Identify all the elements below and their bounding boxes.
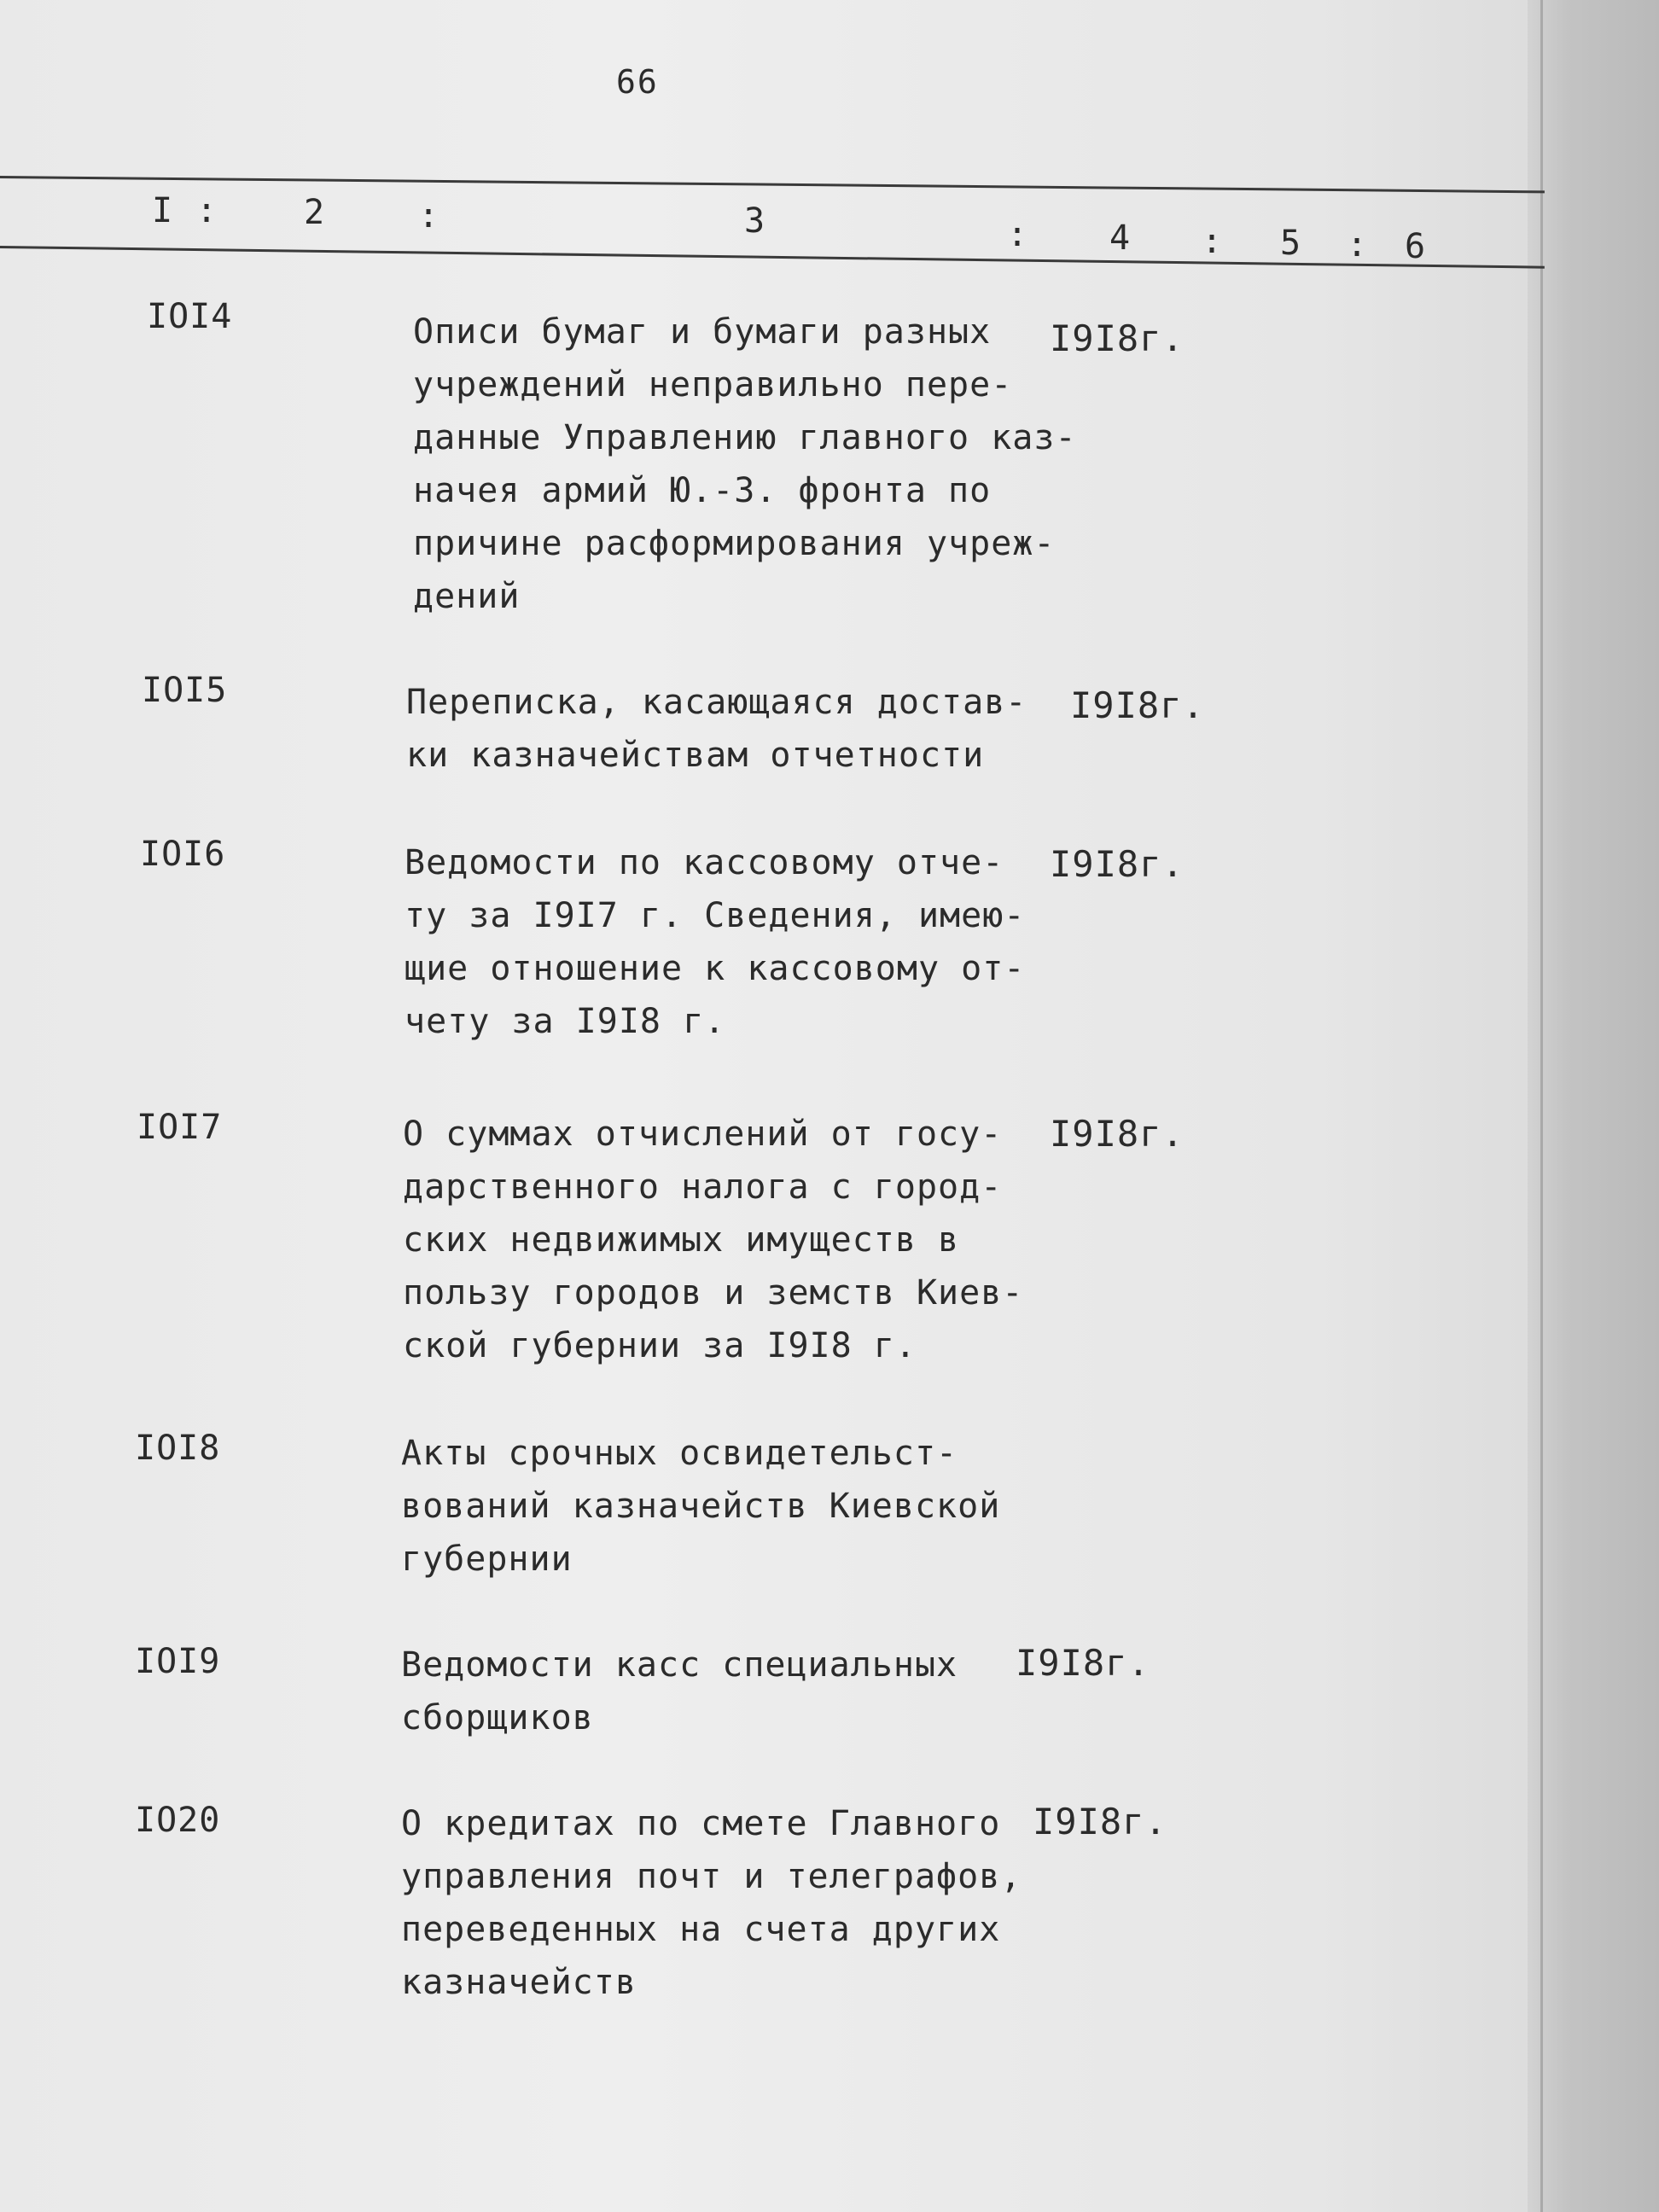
column-separator: : (1347, 225, 1368, 265)
page-number: 66 (616, 63, 659, 101)
entry-number: IOI7 (137, 1108, 223, 1147)
description-line: начея армий Ю.-З. фронта по (413, 471, 992, 510)
description-line: дений (413, 577, 521, 616)
column-separator: : (196, 191, 218, 230)
description-line: ту за I9I7 г. Сведения, имею- (405, 896, 1026, 935)
entry-number: IO20 (135, 1801, 221, 1840)
paper-edge-shadow (1540, 0, 1543, 2212)
entry-description (401, 1639, 958, 1744)
entry-description (401, 1797, 1022, 2009)
description-line: управления почт и телеграфов, (401, 1857, 1022, 1896)
column-header-3: 3 (744, 201, 765, 241)
description-line: Переписка, касающаяся достав- (406, 683, 1027, 722)
description-line: Описи бумаг и бумаги разных (413, 312, 992, 352)
description-line: пользу городов и земств Киев- (403, 1273, 1024, 1313)
description-line: Ведомости по кассовому отче- (405, 843, 1004, 882)
description-line: сборщиков (401, 1698, 594, 1738)
description-line: данные Управлению главного каз- (413, 418, 1077, 457)
entry-number: IOI6 (140, 835, 226, 874)
entry-description (405, 836, 1025, 1048)
entry-year: I9I8г. (1070, 684, 1205, 726)
background-page-edge (1528, 0, 1659, 2212)
entry-description (413, 306, 1077, 623)
description-line: дарственного налога с город- (403, 1167, 1003, 1207)
column-header-2: 2 (304, 193, 325, 232)
description-line: ских недвижимых имуществ в (403, 1220, 960, 1260)
description-line: казначейств (401, 1963, 637, 2002)
description-line: переведенных на счета других (401, 1910, 1001, 1949)
column-header-4: 4 (1109, 218, 1131, 258)
entry-number: IOI5 (142, 671, 228, 710)
description-line: О кредитах по смете Главного (401, 1804, 1001, 1843)
entry-year: I9I8г. (1033, 1801, 1167, 1842)
entry-year: I9I8г. (1050, 843, 1185, 885)
column-separator: : (1007, 215, 1028, 254)
description-line: щие отношение к кассовому от- (405, 949, 1026, 988)
description-line: вований казначейств Киевской (401, 1487, 1001, 1526)
entry-number: IOI4 (147, 297, 233, 336)
description-line: ской губернии за I9I8 г. (403, 1326, 917, 1365)
description-line: ки казначействам отчетности (406, 736, 985, 775)
description-line: Ведомости касс специальных (401, 1645, 958, 1685)
description-line: учреждений неправильно пере- (413, 365, 1013, 405)
column-separator: : (418, 196, 439, 236)
entry-number: IOI9 (135, 1642, 221, 1681)
description-line: чету за I9I8 г. (405, 1002, 726, 1041)
description-line: О суммах отчислений от госу- (403, 1115, 1003, 1154)
entry-year: I9I8г. (1050, 1113, 1185, 1155)
column-header-6: 6 (1405, 227, 1426, 266)
entry-year: I9I8г. (1050, 317, 1185, 359)
entry-description (403, 1108, 1023, 1372)
description-line: губернии (401, 1540, 573, 1579)
column-header-1: I (152, 191, 173, 230)
entry-description (406, 676, 1027, 782)
column-header-5: 5 (1280, 224, 1301, 263)
entry-number: IOI8 (135, 1429, 221, 1468)
entry-description (401, 1427, 1000, 1586)
description-line: причине расформирования учреж- (413, 524, 1056, 563)
entry-year: I9I8г. (1016, 1642, 1150, 1684)
description-line: Акты срочных освидетельст- (401, 1434, 958, 1473)
column-separator: : (1202, 222, 1223, 261)
